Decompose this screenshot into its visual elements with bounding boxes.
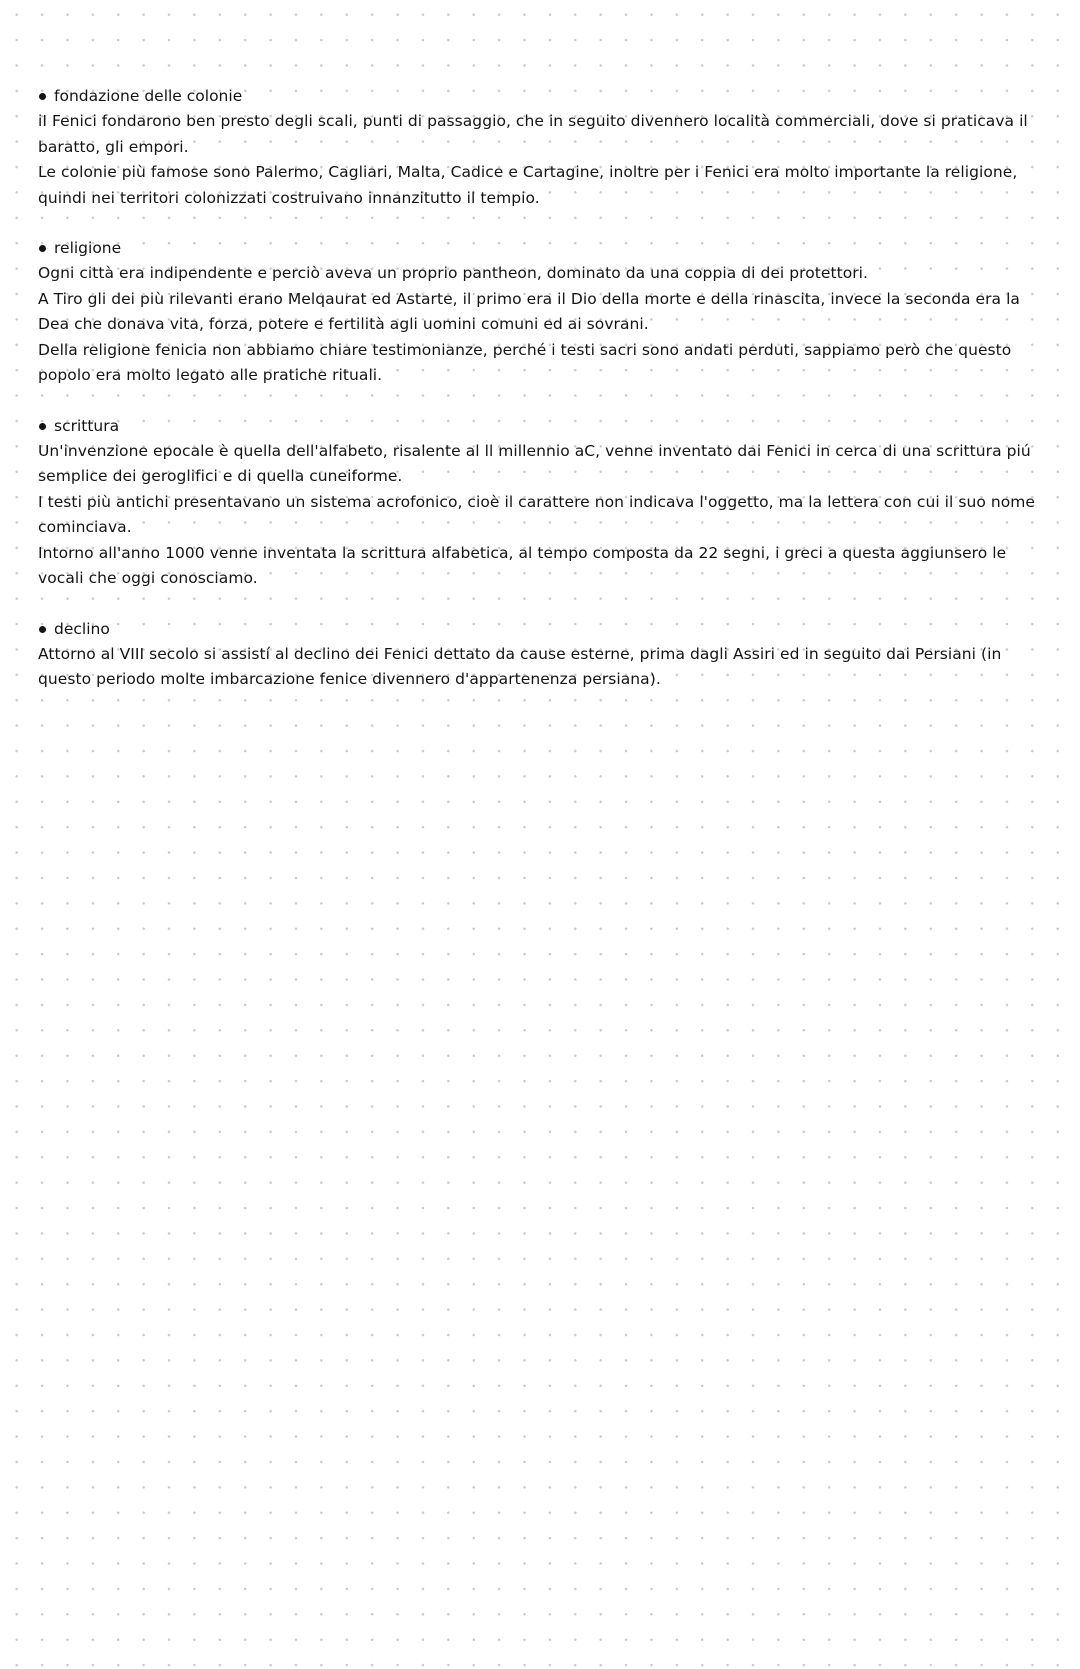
bullet-icon	[39, 93, 46, 100]
section-heading-text: scrittura	[54, 416, 120, 435]
paragraph: Della religione fenicia non abbiamo chiare testimonianze, perché i testi sacri sono andati perduti, sappiamo però che questo popolo era molto legato alle pratiche rituali.	[38, 340, 1012, 384]
section-heading-text: declino	[54, 619, 110, 638]
section-heading	[38, 236, 1048, 261]
section-fondazione	[38, 84, 1048, 211]
paragraph: Un'invenzione epocale è quella dell'alfabeto, risalente al ll millennio aC, venne inventato dai Fenici in cerca di una scrittura piú semplice dei geroglifici e di quella cuneiforme.	[38, 441, 1031, 485]
paragraph: A Tiro gli dei più rilevanti erano Melqaurat ed Astarte, il primo era il Dio della morte e della rinascita, invece la seconda era la Dea che donava vita, forza, potere e fertilità agli uomini comuni ed ai sovrani.	[38, 289, 1020, 333]
paragraph: Intorno all'anno 1000 venne inventata la scrittura alfabetica, al tempo composta da 22 segni, i greci a questa aggiunsero le vocali che oggi conosciamo.	[38, 543, 1007, 587]
section-heading-text: religione	[54, 239, 122, 257]
section-religione	[38, 236, 1048, 389]
bullet-icon	[39, 245, 46, 252]
section-heading	[38, 414, 1048, 439]
bullet-icon	[39, 626, 46, 633]
section-scrittura	[38, 414, 1048, 592]
paragraph: Ogni città era indipendente e perciò aveva un proprio pantheon, dominato da una coppia di dei protettori.	[38, 264, 869, 282]
section-declino	[38, 617, 1048, 693]
paragraph: Le colonie più famose sono Palermo, Cagliari, Malta, Cadice e Cartagine, inoltre per i Fenici era molto importante la religione, quindi nei territori colonizzati costruivano innanzitutto il tempio.	[38, 163, 1018, 207]
paragraph: Attorno al VIII secolo si assistí al declino dei Fenici dettato da cause esterne, prima dagli Assiri ed in seguito dai Persiani (in questo periodo molte imbarcazione fenice divennero d'appartenenza persiana).	[38, 644, 1002, 688]
section-heading	[38, 84, 1048, 109]
bullet-icon	[39, 423, 46, 430]
section-heading	[38, 617, 1048, 642]
section-heading-text: fondazione delle colonie	[54, 87, 243, 105]
paragraph: iI Fenici fondarono ben presto degli scali, punti di passaggio, che in seguito divennero località commerciali, dove si praticava il baratto, gli empori.	[38, 112, 1028, 156]
paragraph: I testi più antichi presentavano un sistema acrofonico, cioè il carattere non indicava l'oggetto, ma la lettera con cui il suo nome cominciava.	[38, 492, 1035, 536]
notes-page	[38, 84, 1048, 718]
